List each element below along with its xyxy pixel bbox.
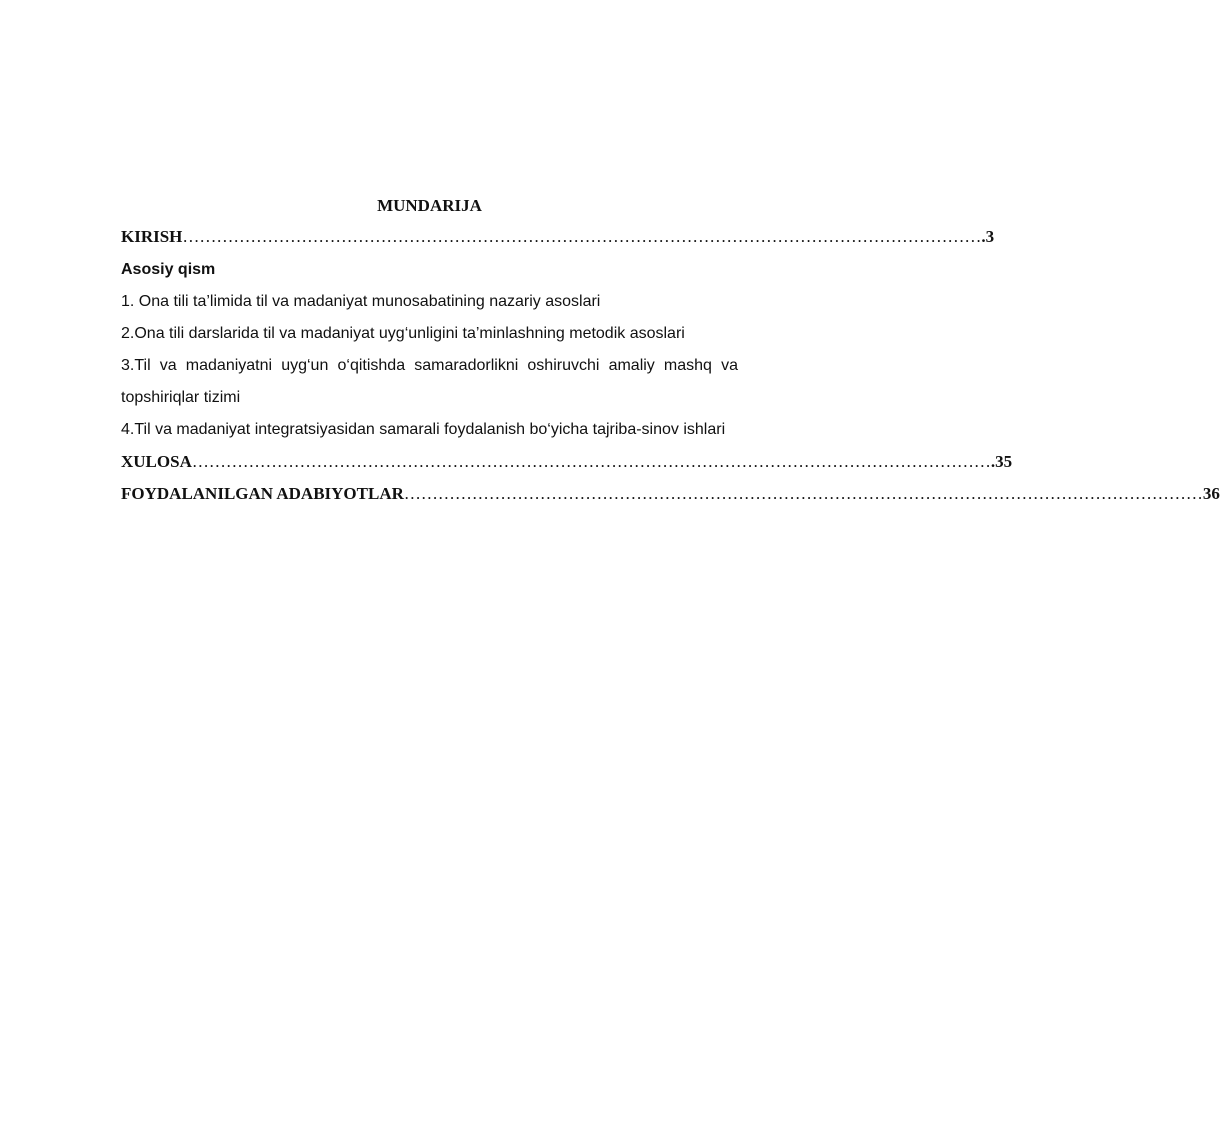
- toc-entry-conclusion: [121, 446, 1013, 478]
- toc-page-number: .35: [990, 452, 1013, 471]
- toc-item: 1. Ona tili ta’limida til va madaniyat munosabatining nazariy asoslari: [121, 293, 601, 310]
- toc-leader-dots: ……………………………………………………………………………………………………………………………: [191, 452, 991, 471]
- toc-entry-references: [121, 478, 1220, 510]
- table-of-contents: [121, 192, 1220, 510]
- toc-item: 2.Ona tili darslarida til va madaniyat uyg‘unligini ta’minlashning metodik asoslari: [121, 325, 685, 342]
- toc-page-number: 36: [1202, 484, 1220, 503]
- toc-entry-label: FOYDALANILGAN ADABIYOTLAR: [121, 484, 404, 503]
- page-title: MUNDARIJA: [377, 196, 482, 215]
- toc-item: 3.Til va madaniyatni uyg‘un o‘qitishda samaradorlikni oshiruvchi amaliy mashq va topshiriqlar tizimi: [121, 357, 738, 406]
- toc-entry-intro: [121, 220, 995, 254]
- toc-page-number: .3: [981, 227, 995, 246]
- toc-leader-dots: ……………………………………………………………………………………………………………………………: [182, 227, 982, 246]
- toc-item: 4.Til va madaniyat integratsiyasidan samarali foydalanish bo‘yicha tajriba-sinov ishlari: [121, 421, 726, 438]
- toc-entry-label: XULOSA: [121, 452, 192, 471]
- toc-entry-label: KIRISH: [121, 227, 183, 246]
- section-heading: Asosiy qism: [121, 261, 216, 278]
- toc-leader-dots: ……………………………………………………………………………………………………………………………: [403, 484, 1203, 503]
